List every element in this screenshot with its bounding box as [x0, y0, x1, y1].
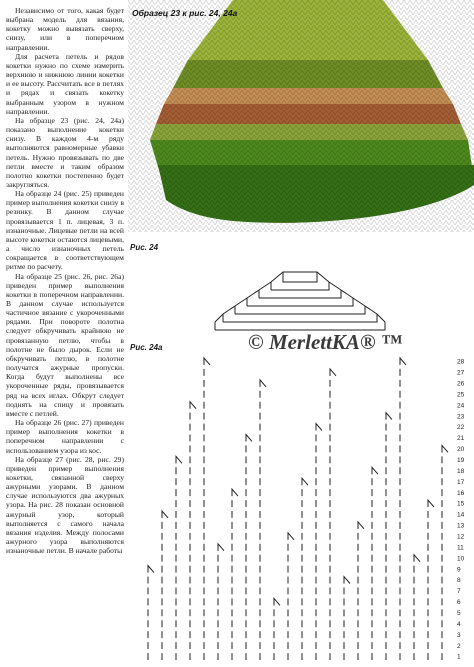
decrease-mark — [302, 478, 308, 485]
row-number: 1 — [457, 653, 461, 661]
decrease-mark — [442, 445, 448, 452]
paragraph: На образце 27 (рис. 28, рис. 29) приведен пример выполнения кокетки, связанной сверху ажурными узорами. В данном случае используются два ажурных узора. На рис. 28 показан основной ажурный узор, который выполняется с самого начала вязания изделия. Между полосами ажурного узора выполняются изнаночные петли. В начале работы — [6, 454, 124, 556]
yoke-step — [235, 306, 365, 314]
figure-24-diagram — [205, 258, 395, 338]
row-number: 20 — [457, 446, 465, 454]
decrease-mark — [288, 533, 294, 540]
figure-24-label: Рис. 24 — [130, 243, 159, 252]
row-number: 4 — [457, 620, 461, 628]
yoke-step — [259, 290, 341, 298]
row-number: 15 — [457, 500, 465, 508]
paragraph: Для расчета петель и рядов кокетки нужно по схеме измерить верхнюю и нижнюю линии кокетки и ее высоту. Рассчитать все в петлях и рядах и связать кокетку выбранным узором в нужном направлении. — [6, 51, 124, 116]
row-number: 22 — [457, 424, 465, 432]
yoke-step — [215, 322, 385, 330]
row-number: 27 — [457, 369, 465, 377]
row-number: 11 — [457, 544, 464, 552]
row-number: 23 — [457, 413, 465, 421]
row-number: 24 — [457, 402, 465, 410]
decrease-mark — [274, 598, 280, 605]
decrease-mark — [372, 467, 378, 474]
row-number: 5 — [457, 610, 461, 618]
row-number: 28 — [457, 358, 465, 366]
row-number: 6 — [457, 599, 461, 607]
figure-24a-label: Рис. 24а — [130, 343, 163, 352]
decrease-mark — [358, 522, 364, 529]
decrease-mark — [400, 358, 406, 365]
row-number: 25 — [457, 391, 465, 399]
row-number: 17 — [457, 478, 465, 486]
yoke-step — [247, 298, 353, 306]
decrease-mark — [330, 369, 336, 376]
row-number: 14 — [457, 511, 465, 519]
row-number: 13 — [457, 522, 465, 530]
decrease-mark — [316, 424, 322, 431]
row-number: 19 — [457, 457, 465, 465]
photo-caption: Образец 23 к рис. 24, 24а — [132, 8, 238, 18]
paragraph: На образце 24 (рис. 25) приведен пример выполнения кокетки снизу в резинку. В данном случае провязывается 1 п. лицевая, 3 п. изнаночные. Лицевые петли на всей высоте кокетки остаются лицевыми, а число изнаночных петель сокращается в соответствующем ритме по расчету. — [6, 189, 124, 272]
figure-24a-chart — [140, 350, 474, 667]
decrease-mark — [344, 577, 350, 584]
decrease-mark — [428, 500, 434, 507]
decrease-mark — [386, 413, 392, 420]
row-number: 16 — [457, 489, 465, 497]
paragraph: Независимо от того, какая будет выбрана модель для вязания, кокетку можно вывязать сверху, снизу, или в поперечном направлении. — [6, 6, 124, 52]
decrease-mark — [162, 511, 168, 518]
decrease-mark — [148, 566, 154, 573]
row-number: 7 — [457, 588, 461, 596]
row-number: 26 — [457, 380, 465, 388]
yoke-step — [283, 272, 317, 282]
paragraph: На образце 23 (рис. 24, 24а) показано выполнение кокетки снизу. В каждом 4-м ряду выполняются равномерные убавки петель. Нужно провязывать по две петли вместе и таким образом полотно кокетки постепенно будет закругляться. — [6, 115, 124, 189]
paragraph: На образце 25 (рис. 26, рис. 26а) приведен пример выполнения кокетки в поперечном направлении. В данном случае используется частичное вязание с укороченными рядами. При повороте полотна следует обкручивать крайнюю не провязанную петлю, чтобы в полотне не было дырок. Если не обкручивать петлю, в полотне получатся ажурные пропуски. Когда будут выполнены все укороченные ряды, провязывается ряд на всех иглах. Обкрут следует поднять на спицу и провязать вместе с петлей. — [6, 271, 124, 418]
decrease-mark — [260, 380, 266, 387]
row-number: 9 — [457, 566, 461, 574]
row-number: 18 — [457, 467, 465, 475]
decrease-mark — [204, 358, 210, 365]
row-number: 21 — [457, 435, 465, 443]
decrease-mark — [246, 435, 252, 442]
watermark: © MerlettKA® ™ — [248, 330, 402, 354]
knitted-sample-photo — [128, 0, 474, 232]
decrease-mark — [190, 402, 196, 409]
row-number: 8 — [457, 577, 461, 585]
decrease-mark — [176, 456, 182, 463]
row-number: 2 — [457, 642, 461, 650]
row-number: 3 — [457, 631, 461, 639]
row-number: 10 — [457, 555, 465, 563]
paragraph: На образце 26 (рис. 27) приведен пример выполнения кокетки в поперечном направлении с использованием узора из кос. — [6, 418, 124, 455]
decrease-mark — [414, 555, 420, 562]
decrease-mark — [218, 544, 224, 551]
decrease-mark — [232, 489, 238, 496]
row-number: 12 — [457, 533, 465, 541]
yoke-step — [271, 282, 329, 290]
yoke-step — [223, 314, 377, 322]
body-text-column — [6, 6, 124, 666]
